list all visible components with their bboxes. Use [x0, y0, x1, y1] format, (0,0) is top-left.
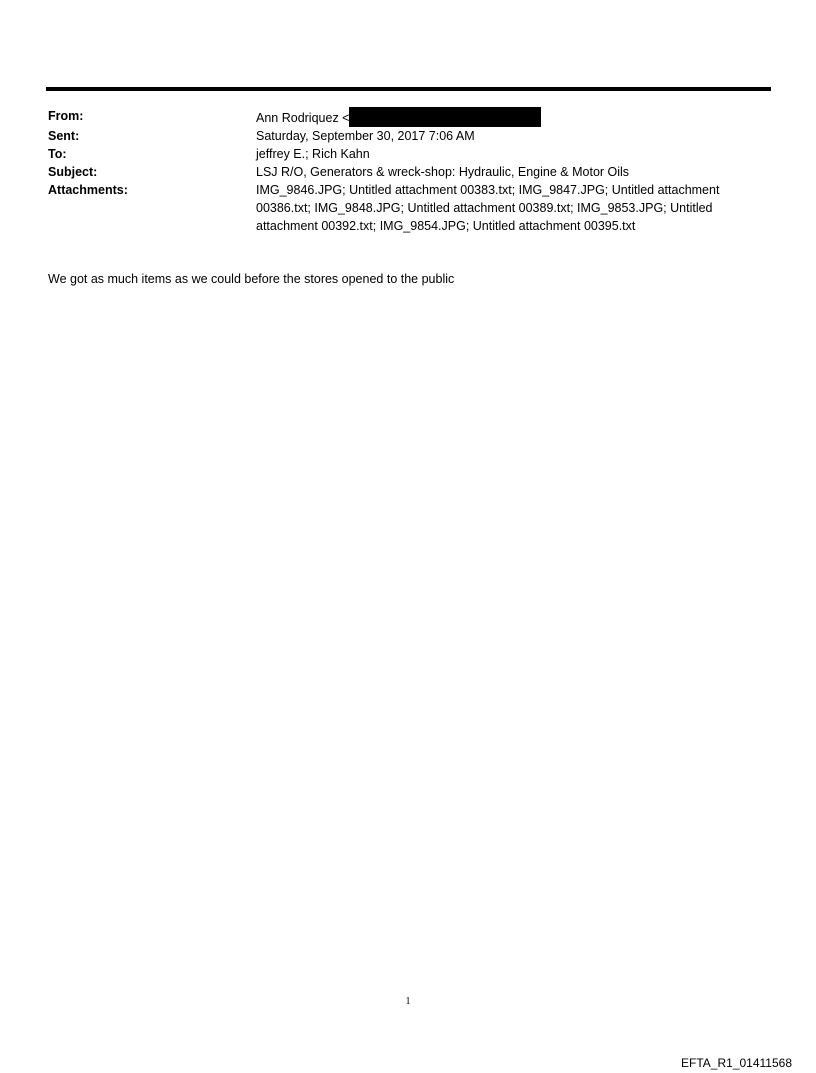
sender-name: Ann Rodriquez <	[256, 111, 350, 125]
email-body: We got as much items as we could before the stores opened to the public	[48, 272, 455, 286]
to-value: jeffrey E.; Rich Kahn	[256, 147, 370, 161]
sent-value: Saturday, September 30, 2017 7:06 AM	[256, 129, 475, 143]
attachments-value: IMG_9846.JPG; Untitled attachment 00383.txt; IMG_9847.JPG; Untitled attachment 00386.txt; IMG_9848.JPG; Untitled attachment 00389.txt; IMG_9853.JPG; Untitled attachment 00392.txt; IMG_9854.JPG; Untitled attachment 00395.txt	[256, 183, 720, 233]
to-row	[48, 145, 772, 163]
from-row	[48, 107, 772, 127]
subject-value: LSJ R/O, Generators & wreck-shop: Hydraulic, Engine & Motor Oils	[256, 165, 630, 179]
attachments-label: Attachments:	[48, 183, 128, 197]
subject-row	[48, 163, 772, 181]
sent-label: Sent:	[48, 129, 80, 143]
sent-row	[48, 127, 772, 145]
subject-label: Subject:	[48, 165, 98, 179]
from-value	[256, 107, 772, 127]
page-number: 1	[405, 996, 411, 1007]
from-label: From:	[48, 109, 84, 123]
header-divider	[46, 87, 771, 91]
document-id: EFTA_R1_01411568	[681, 1056, 792, 1070]
to-label: To:	[48, 147, 67, 161]
redaction-box	[349, 107, 541, 127]
attachments-row	[48, 181, 772, 235]
email-header	[48, 107, 772, 235]
